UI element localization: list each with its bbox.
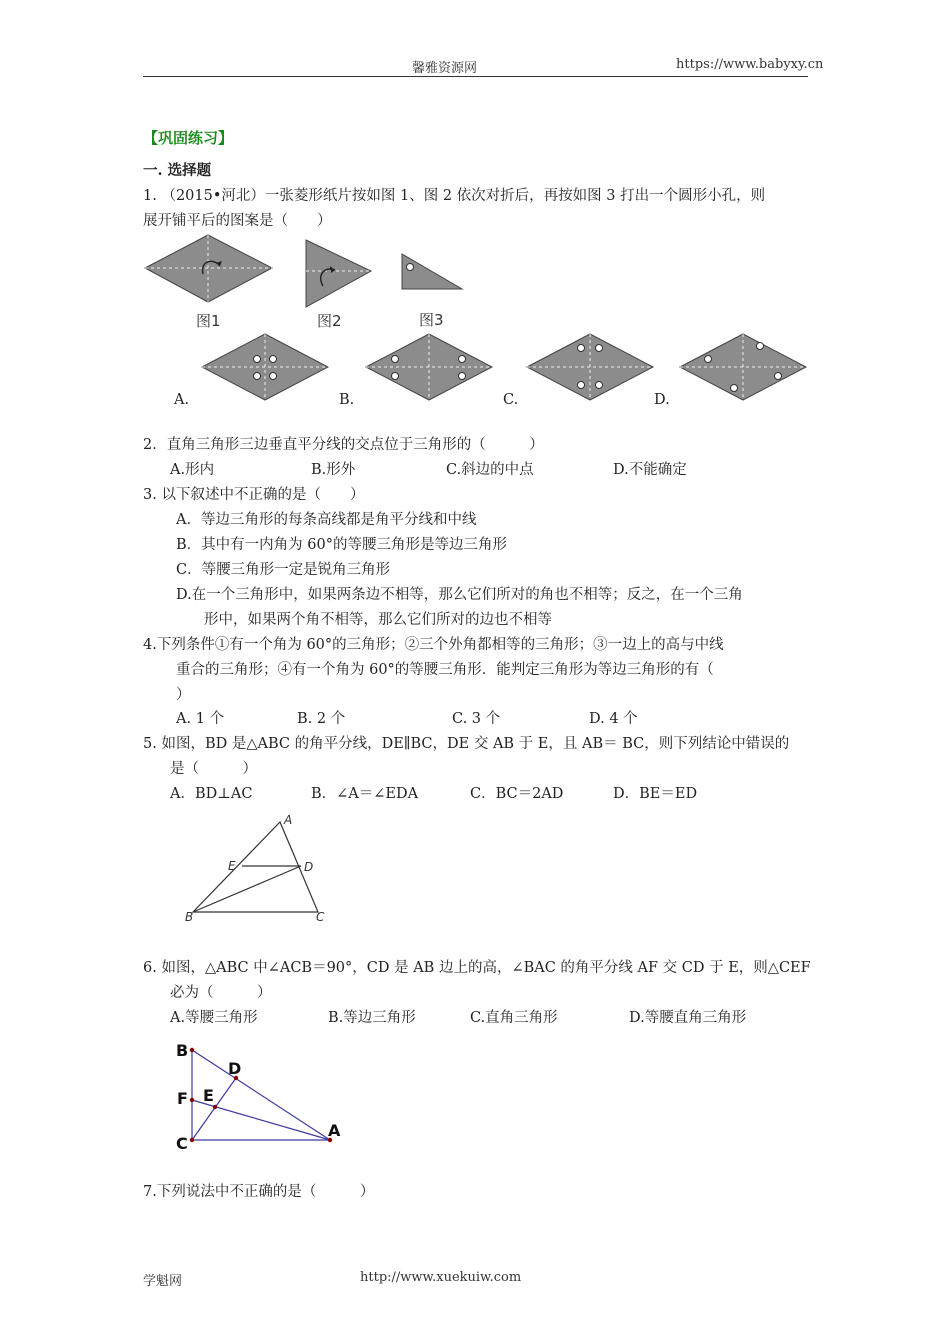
footer-site: 学魁网: [143, 1274, 183, 1289]
q5-option-d[interactable]: D．BE＝ED: [613, 786, 698, 802]
q5-option-b[interactable]: B．∠A＝∠EDA: [311, 786, 419, 802]
q1-option-c-figure: [527, 334, 653, 400]
q3-option-d-cont: 形中，如果两个角不相等，那么它们所对的边也不相等: [204, 612, 552, 628]
q1-line1: 1. （2015•河北）一张菱形纸片按如图 1、图 2 依次对折后，再按如图 3 打出一个圆形小孔，则: [143, 188, 766, 204]
q1-option-c[interactable]: C.: [503, 392, 519, 408]
q1-option-b[interactable]: B.: [339, 392, 355, 408]
q4-option-b[interactable]: B. 2 个: [297, 711, 346, 727]
q4-option-d[interactable]: D. 4 个: [589, 711, 638, 727]
q1-fig2: [306, 240, 371, 307]
q6-option-d[interactable]: D.等腰直角三角形: [629, 1010, 747, 1026]
q6-label-c: C: [176, 1134, 188, 1153]
q1-fig1-label: 图1: [196, 312, 221, 330]
q4-option-c[interactable]: C. 3 个: [452, 711, 501, 727]
q2-option-a[interactable]: A.形内: [170, 462, 215, 478]
q1-fig3-label: 图3: [419, 311, 444, 329]
header-url[interactable]: https://www.babyxy.cn: [676, 57, 824, 72]
q4-line1: 4.下列条件①有一个角为 60°的三角形；②三个外角都相等的三角形；③一边上的高与中线: [143, 637, 724, 653]
q5-label-e: E: [228, 859, 236, 873]
q5-figure: [180, 810, 340, 930]
q1-fig3: [402, 254, 462, 289]
header-divider: [143, 76, 808, 77]
q5-line1: 5. 如图，BD 是△ABC 的角平分线，DE∥BC，DE 交 AB 于 E，且 AB＝ BC，则下列结论中错误的: [143, 736, 790, 752]
q6-label-d: D: [228, 1059, 242, 1078]
q2-stem: 2．直角三角形三边垂直平分线的交点位于三角形的（ ）: [143, 437, 544, 453]
section-title: 【巩固练习】: [143, 129, 234, 147]
q1-option-d-figure: [680, 334, 806, 400]
q2-option-b[interactable]: B.形外: [311, 462, 356, 478]
q5-label-a: A: [284, 813, 293, 827]
q1-figures: [140, 230, 810, 415]
header-site: 馨雅资源网: [412, 61, 478, 76]
q3-option-a[interactable]: A．等边三角形的每条高线都是角平分线和中线: [176, 512, 477, 528]
q5-label-b: B: [185, 910, 194, 924]
q5-line2: 是（ ）: [170, 761, 257, 777]
q5-option-a[interactable]: A．BD⊥AC: [170, 786, 253, 802]
q3-stem: 3. 以下叙述中不正确的是（ ）: [143, 487, 365, 503]
q2-option-d[interactable]: D.不能确定: [613, 462, 687, 478]
q3-option-c[interactable]: C．等腰三角形一定是锐角三角形: [176, 562, 391, 578]
hole-icon: [407, 264, 414, 271]
q6-label-a: A: [328, 1121, 341, 1140]
q6-label-f: F: [177, 1089, 188, 1108]
footer-url[interactable]: http://www.xuekuiw.com: [360, 1270, 522, 1285]
q6-label-e: E: [203, 1086, 214, 1105]
q1-option-d[interactable]: D.: [654, 392, 670, 408]
q1-fig1: [145, 235, 272, 302]
q1-line2: 展开铺平后的图案是（ ）: [143, 213, 332, 229]
part-title: 一. 选择题: [143, 162, 212, 179]
q4-line2: 重合的三角形；④有一个角为 60°的等腰三角形．能判定三角形为等边三角形的有（: [176, 662, 714, 678]
q1-option-a[interactable]: A.: [174, 392, 190, 408]
q6-option-a[interactable]: A.等腰三角形: [170, 1010, 258, 1026]
q6-line1: 6. 如图，△ABC 中∠ACB＝90°，CD 是 AB 边上的高，∠BAC 的角平分线 AF 交 CD 于 E，则△CEF: [143, 960, 811, 976]
q7-stem: 7.下列说法中不正确的是（ ）: [143, 1184, 375, 1200]
q4-option-a[interactable]: A. 1 个: [176, 711, 225, 727]
q1-option-b-figure: [366, 334, 492, 400]
q6-figure: [170, 1036, 350, 1154]
q6-line2: 必为（ ）: [170, 985, 272, 1001]
q5-label-d: D: [304, 860, 314, 874]
q2-option-c[interactable]: C.斜边的中点: [446, 462, 534, 478]
q1-option-a-figure: [202, 334, 328, 400]
q6-label-b: B: [176, 1041, 189, 1060]
q5-option-c[interactable]: C．BC＝2AD: [470, 786, 564, 802]
q6-option-c[interactable]: C.直角三角形: [470, 1010, 558, 1026]
q3-option-b[interactable]: B．其中有一内角为 60°的等腰三角形是等边三角形: [176, 537, 507, 553]
q1-fig2-label: 图2: [317, 312, 342, 330]
q5-label-c: C: [316, 910, 325, 924]
q4-line3: ）: [176, 687, 191, 703]
q6-option-b[interactable]: B.等边三角形: [328, 1010, 416, 1026]
q3-option-d[interactable]: D.在一个三角形中，如果两条边不相等，那么它们所对的角也不相等；反之，在一个三角: [176, 587, 743, 603]
